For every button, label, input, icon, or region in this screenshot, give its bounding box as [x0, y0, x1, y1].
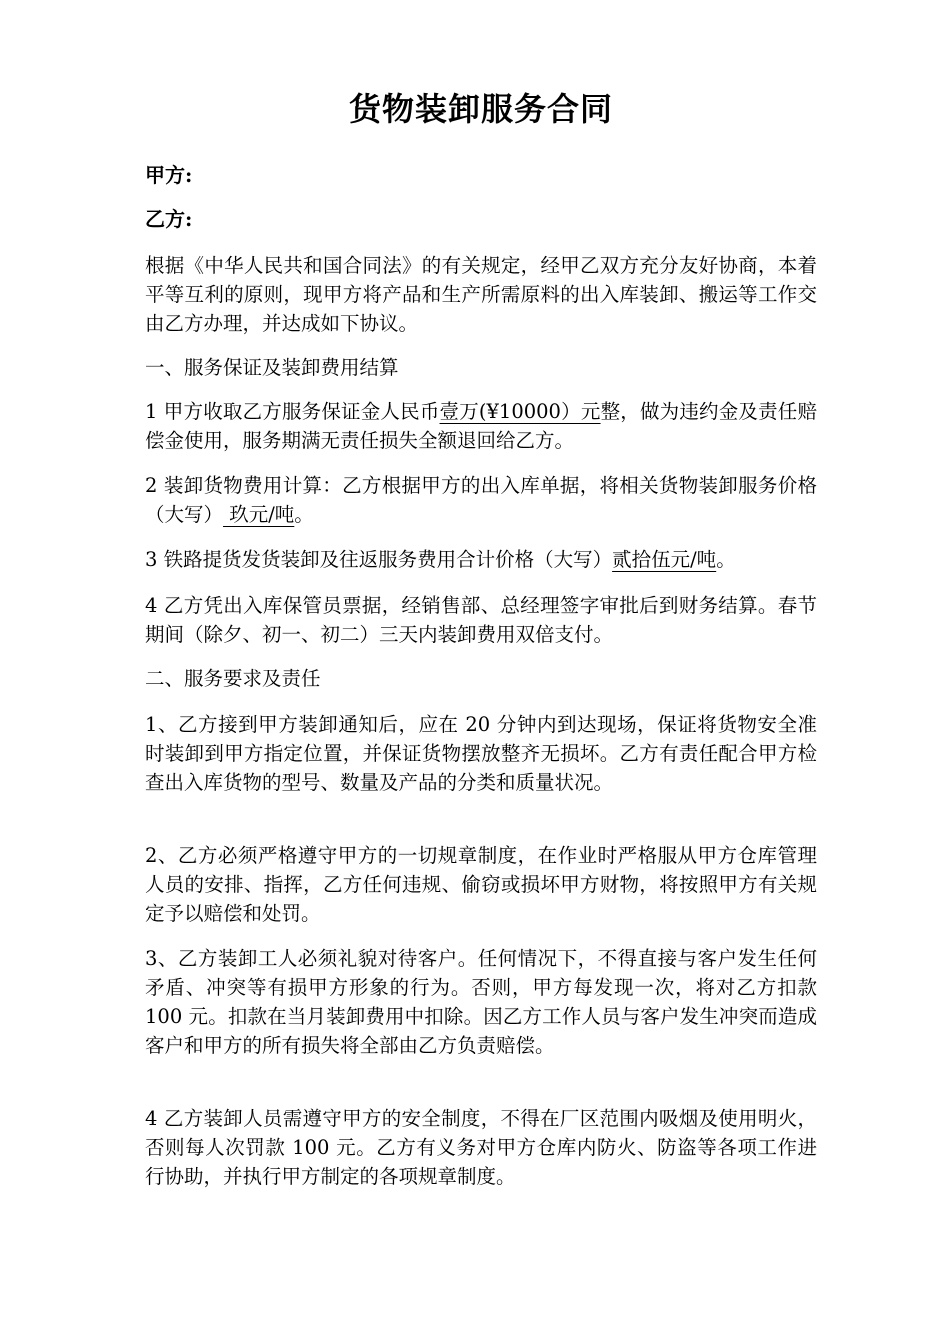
railway-price: 贰拾伍元/吨 [612, 548, 717, 571]
clause3-text-a: 3 铁路提货发货装卸及往返服务费用合计价格（大写） [145, 548, 613, 571]
section2-clause4: 4 乙方装卸人员需遵守甲方的安全制度，不得在厂区范围内吸烟及使用明火，否则每人次罚款 100 元。乙方有义务对甲方仓库内防火、防盗等各项工作进行协助，并执行甲方制定的各项规章制度。 [145, 1107, 817, 1188]
clause1-text-a: 1 甲方收取乙方服务保证金人民币 [145, 400, 440, 423]
clause3-text-b: 。 [716, 548, 736, 571]
section2-clause3: 3、乙方装卸工人必须礼貌对待客户。任何情况下，不得直接与客户发生任何矛盾、冲突等有损甲方形象的行为。否则，甲方每发现一次，将对乙方扣款 100 元。扣款在当月装卸费用中扣除。因乙方工作人员与客户发生冲突而造成客户和甲方的所有损失将全部由乙方负责赔偿。 [145, 947, 817, 1057]
clause2-text-a: 2 装卸货物费用计算：乙方根据甲方的出入库单据，将相关货物装卸服务价格（大写） [145, 474, 817, 526]
preamble-paragraph: 根据《中华人民共和国合同法》的有关规定，经甲乙双方充分友好协商，本着平等互利的原则，现甲方将产品和生产所需原料的出入库装卸、搬运等工作交由乙方办理，并达成如下协议。 [145, 254, 817, 335]
section1-clause1 [145, 397, 817, 455]
unloading-price: 玖元/吨 [223, 503, 295, 526]
section1-heading: 一、服务保证及装卸费用结算 [145, 356, 399, 379]
section2-clause2: 2、乙方必须严格遵守甲方的一切规章制度，在作业时严格服从甲方仓库管理人员的安排、指挥，乙方任何违规、偷窃或损坏甲方财物，将按照甲方有关规定予以赔偿和处罚。 [145, 844, 817, 925]
deposit-amount: 壹万(¥10000）元 [439, 400, 601, 423]
party-b-label: 乙方: [145, 207, 193, 231]
section2-clause1: 1、乙方接到甲方装卸通知后，应在 20 分钟内到达现场，保证将货物安全准时装卸到甲方指定位置，并保证货物摆放整齐无损坏。乙方有责任配合甲方检查出入库货物的型号、数量及产品的分类和质量状况。 [145, 713, 817, 794]
section1-clause3 [145, 545, 817, 574]
document-title: 货物装卸服务合同 [348, 90, 613, 128]
party-a-label: 甲方: [145, 163, 193, 187]
clause2-text-b: 。 [294, 503, 314, 526]
section1-clause2 [145, 471, 817, 529]
section2-heading: 二、服务要求及责任 [145, 667, 321, 690]
clause1-text-b: 整，做为违约金及责任赔偿金使用，服务期满无责任损失全额退回给乙方。 [145, 400, 818, 452]
section1-clause4: 4 乙方凭出入库保管员票据，经销售部、总经理签字审批后到财务结算。春节期间（除夕、初一、初二）三天内装卸费用双倍支付。 [145, 594, 817, 646]
